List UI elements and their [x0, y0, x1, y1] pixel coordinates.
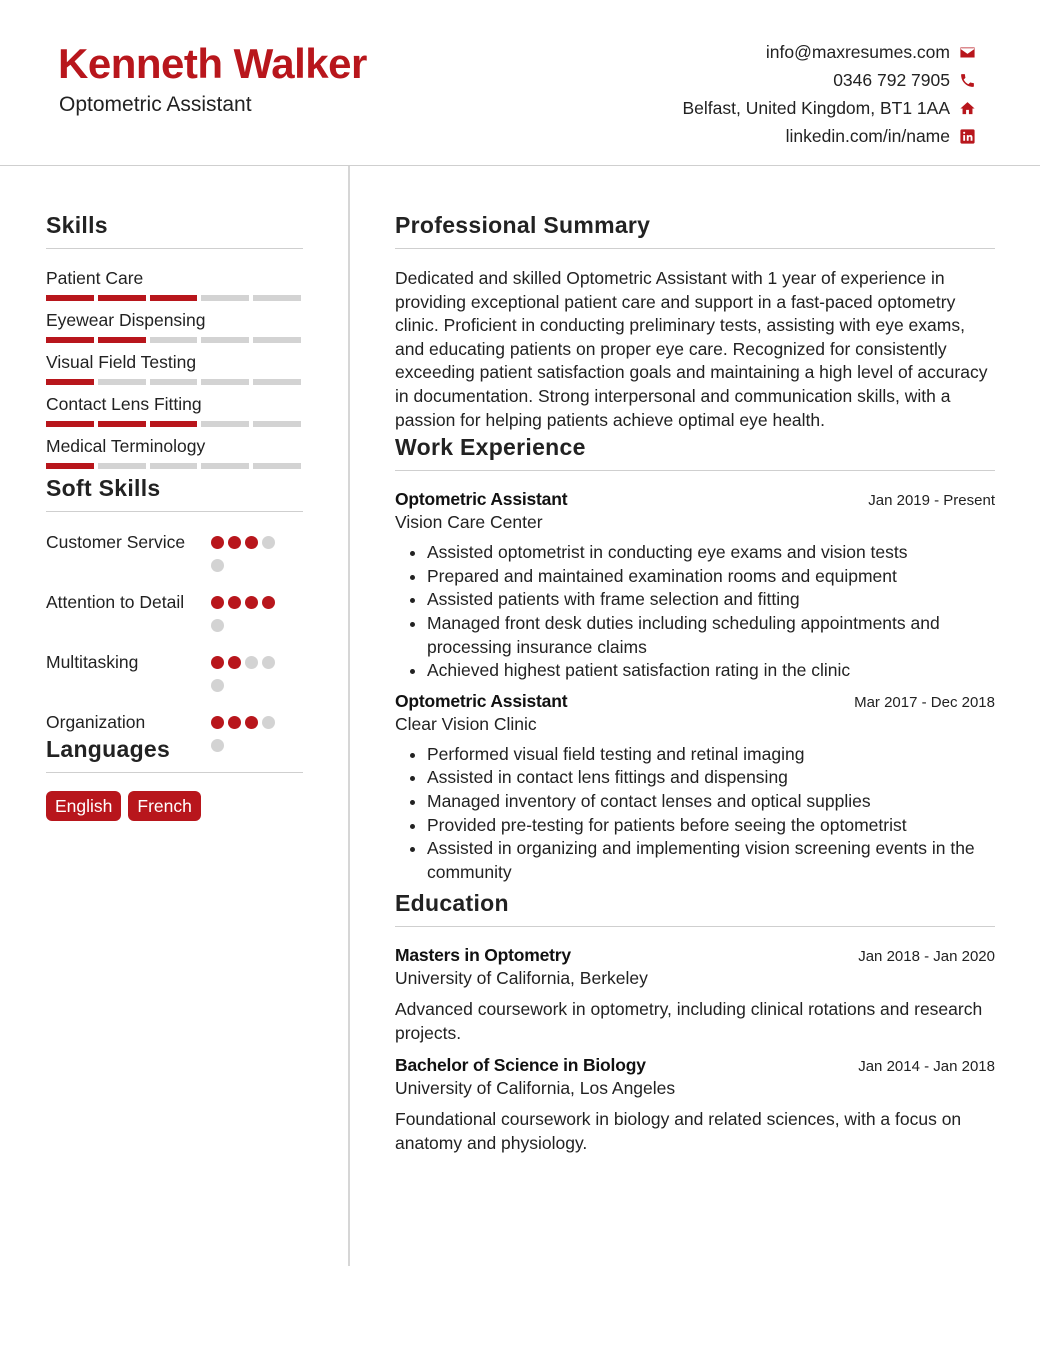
skill-level-segment — [150, 463, 198, 469]
skill-item — [46, 267, 303, 301]
rating-dot — [245, 716, 258, 729]
skill-level-bar — [46, 463, 301, 469]
languages-list — [46, 791, 303, 821]
soft-skill-item — [46, 710, 303, 762]
skill-level-segment — [150, 421, 198, 427]
rating-dot — [262, 656, 275, 669]
soft-skill-label: Organization — [46, 712, 146, 732]
skill-level-segment — [98, 379, 146, 385]
rating-dot — [211, 536, 224, 549]
skill-level-segment — [201, 421, 249, 427]
soft-skill-rating — [211, 650, 291, 702]
education-date: Jan 2014 - Jan 2018 — [858, 1058, 995, 1076]
summary-heading: Professional Summary — [395, 196, 995, 249]
skill-level-segment — [150, 337, 198, 343]
linkedin-icon — [958, 127, 976, 145]
skill-level-segment — [98, 421, 146, 427]
skill-level-bar — [46, 421, 301, 427]
education-description: Foundational coursework in biology and related sciences, with a focus on anatomy and physiology. — [395, 1109, 962, 1154]
soft-skill-item — [46, 590, 303, 642]
rating-dot — [211, 739, 224, 752]
job-header — [395, 489, 995, 510]
job-bullet: • Managed front desk duties including scheduling appointments and processing insurance claims — [427, 612, 995, 659]
skill-level-segment — [201, 463, 249, 469]
soft-skill-rating — [211, 530, 291, 582]
candidate-name: Kenneth Walker — [58, 40, 367, 87]
education-list — [395, 945, 995, 1155]
rating-dot — [228, 536, 241, 549]
skill-level-segment — [201, 337, 249, 343]
job-bullet: • Assisted patients with frame selection and fitting — [427, 588, 995, 612]
skill-level-segment — [201, 379, 249, 385]
skill-label: Patient Care — [46, 268, 144, 288]
education-description: Advanced coursework in optometry, including clinical rotations and research projects. — [395, 999, 983, 1044]
job-bullet: • Achieved highest patient satisfaction rating in the clinic — [427, 659, 995, 683]
skill-level-segment — [253, 337, 301, 343]
skill-label: Contact Lens Fitting — [46, 394, 202, 414]
skill-level-segment — [46, 463, 94, 469]
skill-level-segment — [46, 421, 94, 427]
column-divider — [348, 166, 350, 1266]
job-bullets — [395, 541, 995, 683]
skill-level-segment — [46, 379, 94, 385]
right-column — [395, 196, 995, 1165]
soft-skill-label: Multitasking — [46, 652, 139, 672]
skill-level-segment — [98, 463, 146, 469]
envelope-icon — [958, 43, 976, 61]
skill-level-bar — [46, 337, 301, 343]
languages-heading: Languages — [46, 730, 303, 773]
contact-phone[interactable] — [683, 66, 977, 94]
skill-level-segment — [201, 295, 249, 301]
rating-dot — [211, 656, 224, 669]
job-organization: Clear Vision Clinic — [395, 713, 537, 734]
contact-linkedin-text: linkedin.com/in/name — [785, 125, 950, 146]
phone-icon — [958, 71, 976, 89]
contact-phone-text: 0346 792 7905 — [833, 69, 950, 90]
skill-level-segment — [253, 463, 301, 469]
skill-item — [46, 435, 303, 469]
education-heading: Education — [395, 890, 995, 927]
rating-dot — [228, 656, 241, 669]
skill-label: Visual Field Testing — [46, 352, 197, 372]
job-bullet: • Assisted optometrist in conducting eye exams and vision tests — [427, 541, 995, 565]
candidate-role: Optometric Assistant — [59, 93, 252, 116]
education-degree: Bachelor of Science in Biology — [395, 1055, 646, 1076]
skill-level-segment — [46, 337, 94, 343]
language-tag: French — [128, 791, 200, 821]
education-entry — [395, 1055, 995, 1155]
job-entry — [395, 489, 995, 683]
education-header — [395, 945, 995, 966]
rating-dot — [228, 596, 241, 609]
education-date: Jan 2018 - Jan 2020 — [858, 948, 995, 966]
contact-email[interactable] — [683, 38, 977, 66]
rating-dot — [262, 536, 275, 549]
skill-level-segment — [253, 421, 301, 427]
experience-list — [395, 489, 995, 884]
soft-skill-item — [46, 650, 303, 702]
skills-heading: Skills — [46, 196, 303, 249]
rating-dot — [228, 716, 241, 729]
soft-skills-heading: Soft Skills — [46, 469, 303, 512]
skill-level-bar — [46, 379, 301, 385]
rating-dot — [211, 716, 224, 729]
soft-skill-rating — [211, 590, 291, 642]
summary-text: Dedicated and skilled Optometric Assistant with 1 year of experience in providing exceptional patient care and support in a fast-paced optometry clinic. Proficient in conducting preliminary tests, assisting with eye exams, and educating patients on proper eye care. Recognized for consistently exceeding patient satisfaction goals and maintaining a high level of accuracy in documentation. Strong interpersonal and communication skills, with a passion for helping patients achieve optimal eye health. — [395, 268, 988, 430]
contact-address — [683, 94, 977, 122]
education-header — [395, 1055, 995, 1076]
education-degree: Masters in Optometry — [395, 945, 571, 966]
skill-item — [46, 393, 303, 427]
skill-level-segment — [46, 295, 94, 301]
skill-level-bar — [46, 295, 301, 301]
soft-skill-rating — [211, 710, 291, 762]
skill-label: Eyewear Dispensing — [46, 310, 206, 330]
contact-linkedin[interactable] — [683, 122, 977, 150]
job-bullet: • Prepared and maintained examination rooms and equipment — [427, 565, 995, 589]
skill-level-segment — [150, 295, 198, 301]
resume-header — [0, 0, 1040, 166]
skill-item — [46, 351, 303, 385]
job-bullet: • Assisted in organizing and implementing vision screening events in the community — [427, 837, 995, 884]
rating-dot — [262, 596, 275, 609]
job-title: Optometric Assistant — [395, 690, 568, 711]
job-title: Optometric Assistant — [395, 489, 568, 510]
rating-dot — [262, 716, 275, 729]
rating-dot — [245, 596, 258, 609]
home-icon — [958, 99, 976, 117]
skill-level-segment — [98, 337, 146, 343]
contact-email-text: info@maxresumes.com — [765, 41, 950, 62]
rating-dot — [211, 679, 224, 692]
education-entry — [395, 945, 995, 1045]
skill-level-segment — [98, 295, 146, 301]
contact-list — [683, 38, 977, 150]
skill-level-segment — [253, 295, 301, 301]
job-date: Mar 2017 - Dec 2018 — [854, 693, 995, 711]
rating-dot — [211, 559, 224, 572]
education-school: University of California, Berkeley — [395, 968, 648, 989]
job-date: Jan 2019 - Present — [868, 492, 995, 510]
skill-label: Medical Terminology — [46, 436, 206, 456]
soft-skill-item — [46, 530, 303, 582]
rating-dot — [245, 656, 258, 669]
language-tag: English — [46, 791, 121, 821]
skills-list — [46, 267, 303, 469]
job-header — [395, 691, 995, 712]
rating-dot — [245, 536, 258, 549]
skill-level-segment — [253, 379, 301, 385]
left-column — [46, 196, 303, 821]
job-entry — [395, 691, 995, 885]
skill-level-segment — [150, 379, 198, 385]
soft-skills-list — [46, 530, 303, 762]
contact-address-text: Belfast, United Kingdom, BT1 1AA — [682, 97, 950, 118]
job-bullet: • Provided pre-testing for patients before seeing the optometrist — [427, 814, 995, 838]
education-school: University of California, Los Angeles — [395, 1078, 676, 1099]
job-bullet: • Performed visual field testing and retinal imaging — [427, 743, 995, 767]
job-organization: Vision Care Center — [395, 512, 543, 533]
soft-skill-label: Attention to Detail — [46, 592, 185, 612]
experience-heading: Work Experience — [395, 434, 995, 471]
job-bullets — [395, 743, 995, 885]
skill-item — [46, 309, 303, 343]
job-bullet: • Assisted in contact lens fittings and dispensing — [427, 766, 995, 790]
rating-dot — [211, 619, 224, 632]
rating-dot — [211, 596, 224, 609]
job-bullet: • Managed inventory of contact lenses and optical supplies — [427, 790, 995, 814]
soft-skill-label: Customer Service — [46, 532, 186, 552]
